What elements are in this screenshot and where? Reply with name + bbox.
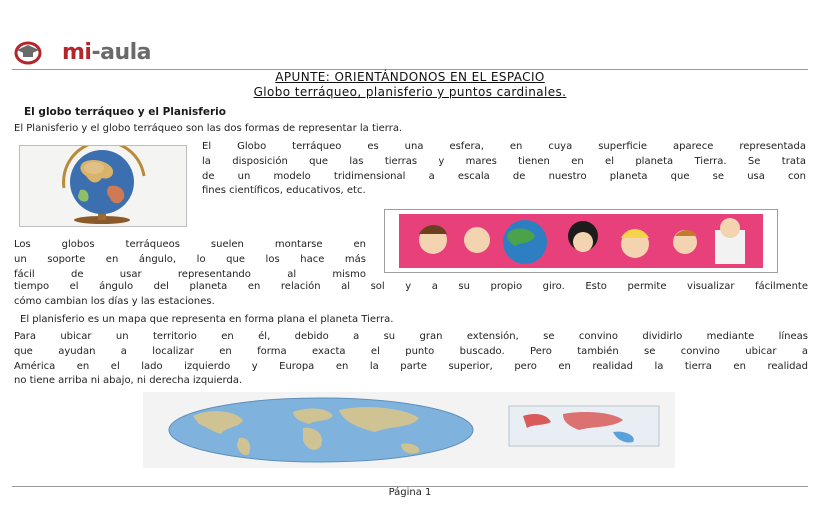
text-line: no tiene arriba ni abajo, ni derecha izquierda. [14, 375, 243, 387]
section-heading: El globo terráqueo y el Planisferio [24, 106, 226, 118]
mafalda-cartoon-image [384, 209, 778, 273]
text-line: de un modelo tridimensional a escala de nuestro planeta que se usa con [202, 170, 806, 182]
globe-image [19, 145, 187, 227]
text-line: que ayudan a localizar en forma exacta el punto buscado. Pero también se convino ubicar a [14, 345, 808, 357]
mi-aula-logo [14, 38, 151, 66]
globe-illustration [20, 146, 186, 226]
text-line: un soporte en ángulo, lo que los hace más [14, 253, 366, 265]
text-line: Los globos terráqueos suelen montarse en [14, 239, 366, 250]
paragraph-globe-support-continued [14, 280, 808, 310]
graduation-cap-icon [14, 39, 60, 65]
text-line: la disposición que las tierras y mares tienen en el planeta Tierra. Se trata [202, 155, 806, 167]
paragraph-globe-support [14, 238, 366, 282]
world-maps-image [143, 392, 675, 468]
text-line: América en el lado izquierdo y Europa en la parte superior, pero en realidad la tierra en realidad [14, 360, 808, 372]
paragraph-intro: El Planisferio y el globo terráqueo son las dos formas de representar la tierra. [14, 123, 403, 134]
text-line: fines científicos, educativos, etc. [202, 185, 366, 197]
text-line: El Globo terráqueo es una esfera, en cuya superficie aparece representada [202, 141, 806, 152]
cartoon-illustration [385, 210, 777, 272]
document-title: APUNTE: ORIENTÁNDONOS EN EL ESPACIO [275, 70, 545, 84]
logo-wordmark: mi-aula [62, 39, 152, 65]
text-line: fácil de usar representando al mismo [14, 268, 366, 280]
text-line: tiempo el ángulo del planeta en relación al sol y a su propio giro. Esto permite visualizar fácilmente [14, 281, 808, 292]
paragraph-planisferio-orientation [14, 330, 808, 389]
text-line: cómo cambian los días y las estaciones. [14, 295, 215, 307]
page-number: Página 1 [388, 487, 432, 498]
paragraph-globe-definition [202, 140, 806, 199]
text-line: Para ubicar un territorio en él, debido a su gran extensión, se convino dividirlo mediante líneas [14, 331, 808, 342]
paragraph-planisferio-definition: El planisferio es un mapa que representa en forma plana el planeta Tierra. [20, 314, 394, 325]
world-map-illustration [143, 392, 675, 468]
document-subtitle: Globo terráqueo, planisferio y puntos cardinales. [253, 85, 567, 99]
